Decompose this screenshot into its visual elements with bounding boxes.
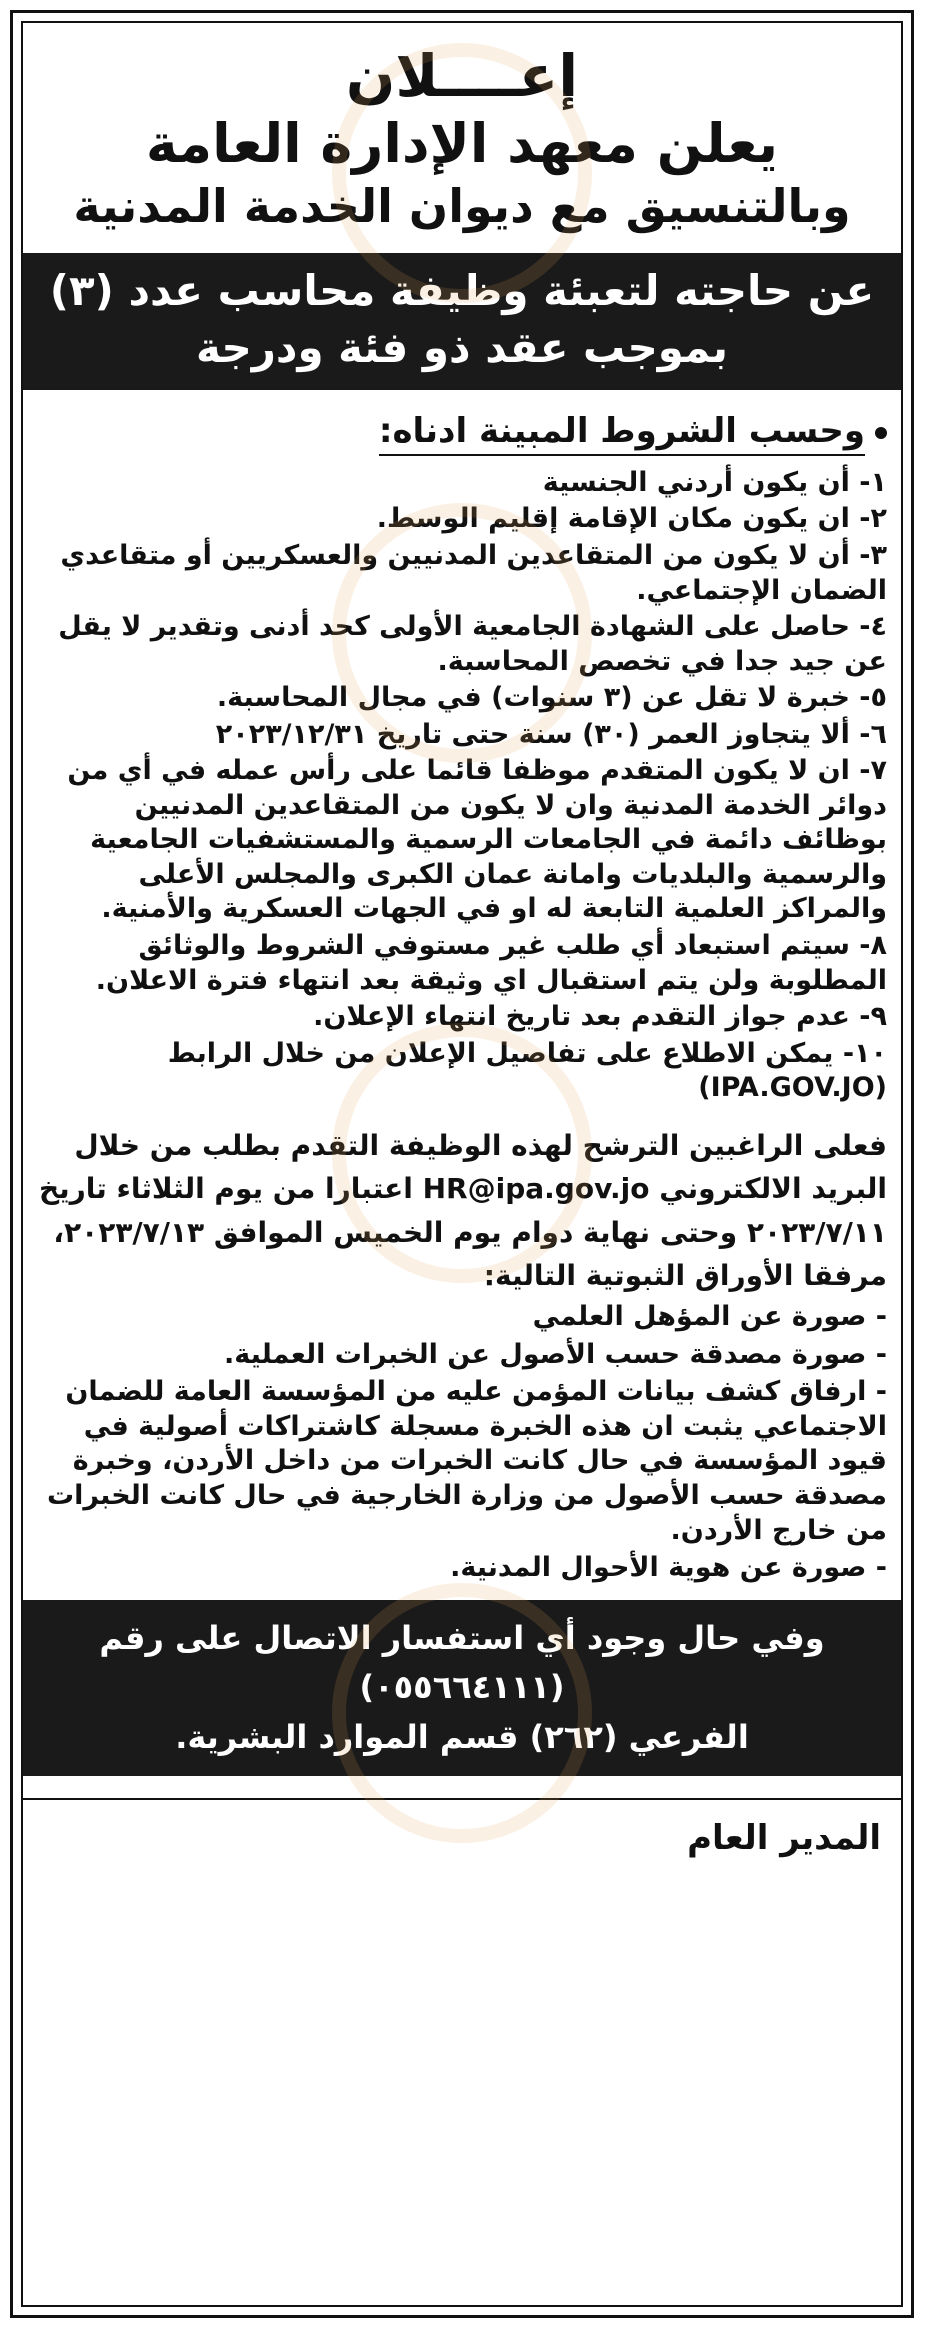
condition-item: ٨- سيتم استبعاد أي طلب غير مستوفي الشروط والوثائق المطلوبة ولن يتم استقبال اي وثيقة بعد انتهاء فترة الاعلان. bbox=[95, 929, 887, 996]
conditions-heading bbox=[37, 410, 887, 456]
announcement-inner-frame bbox=[21, 21, 903, 2307]
condition-item: ١٠- يمكن الاطلاع على تفاصيل الإعلان من خلال الرابط (IPA.GOV.JO) bbox=[167, 1037, 887, 1104]
announcement-header bbox=[23, 23, 901, 237]
condition-item: ٩- عدم جواز التقدم بعد تاريخ انتهاء الإعلان. bbox=[313, 1001, 887, 1033]
condition-item: ٢- ان يكون مكان الإقامة إقليم الوسط. bbox=[376, 503, 887, 535]
contact-band bbox=[23, 1600, 901, 1777]
condition-item: ٤- حاصل على الشهادة الجامعية الأولى كحد أدنى وتقدير لا يقل عن جيد جدا في تخصص المحاسبة. bbox=[58, 611, 887, 677]
job-band-line1: عن حاجته لتعبئة وظيفة محاسب عدد (٣) bbox=[49, 265, 875, 315]
condition-item: ٦- ألا يتجاوز العمر (٣٠) سنة حتى تاريخ ٢٠٢٣/١٢/٣١ bbox=[215, 718, 887, 750]
bullet-icon bbox=[875, 427, 887, 439]
application-instructions: فعلى الراغبين الترشح لهذه الوظيفة التقدم بطلب من خلال البريد الالكتروني HR@ipa.gov.jo اعتبارا من يوم الثلاثاء تاريخ ٢٠٢٣/٧/١١ وحتى نهاية دوام يوم الخميس الموافق ٢٠٢٣/٧/١٣، مرفقا الأوراق الثبوتية التالية: bbox=[38, 1128, 887, 1292]
condition-item: ٧- ان لا يكون المتقدم موظفا قائما على رأس عمله في أي من دوائر الخدمة المدنية وان لا يكون من المتقاعدين المدنيين بوظائف دائمة في الجامعات الرسمية والمستشفيات الجامعية والرسمية والبلديات وامانة عمان الكبرى والمجلس الأعلى والمراكز العلمية التابعة له او في الجهات العسكرية والأمنية. bbox=[67, 755, 887, 925]
header-line-coordination: وبالتنسيق مع ديوان الخدمة المدنية bbox=[73, 179, 851, 234]
required-document-item: - صورة مصدقة حسب الأصول عن الخبرات العملية. bbox=[223, 1338, 887, 1370]
announcement-body bbox=[23, 390, 901, 1585]
required-document-item: - صورة عن المؤهل العلمي bbox=[532, 1301, 887, 1333]
job-band bbox=[23, 253, 901, 390]
condition-item: ٣- أن لا يكون من المتقاعدين المدنيين والعسكريين أو متقاعدي الضمان الإجتماعي. bbox=[60, 539, 887, 606]
header-line-institute: يعلن معهد الإدارة العامة bbox=[145, 111, 779, 175]
contact-line2: الفرعي (٢٦٢) قسم الموارد البشرية. bbox=[175, 1717, 749, 1756]
required-document-item: - ارفاق كشف بيانات المؤمن عليه من المؤسسة العامة للضمان الاجتماعي يثبت ان هذه الخبرة مسجلة كاشتراكات أصولية في قيود المؤسسة في حال كانت الخبرات من داخل الأردن، وخبرة مصدقة حسب الأصول من وزارة الخارجية في حال كانت الخبرات من خارج الأردن. bbox=[47, 1376, 887, 1546]
announcement-title: إعــــلان bbox=[345, 42, 579, 110]
contact-line1: وفي حال وجود أي استفسار الاتصال على رقم (٠٥٥٦٦٤١١١) bbox=[99, 1618, 825, 1707]
condition-item: ١- أن يكون أردني الجنسية bbox=[542, 466, 887, 498]
signature: المدير العام bbox=[23, 1798, 901, 1858]
conditions-heading-text: وحسب الشروط المبينة ادناه: bbox=[379, 410, 865, 456]
announcement-frame bbox=[10, 10, 914, 2318]
required-document-item: - صورة عن هوية الأحوال المدنية. bbox=[450, 1552, 887, 1584]
job-band-line2: بموجب عقد ذو فئة ودرجة bbox=[195, 322, 728, 372]
condition-item: ٥- خبرة لا تقل عن (٣ سنوات) في مجال المحاسبة. bbox=[216, 682, 887, 714]
